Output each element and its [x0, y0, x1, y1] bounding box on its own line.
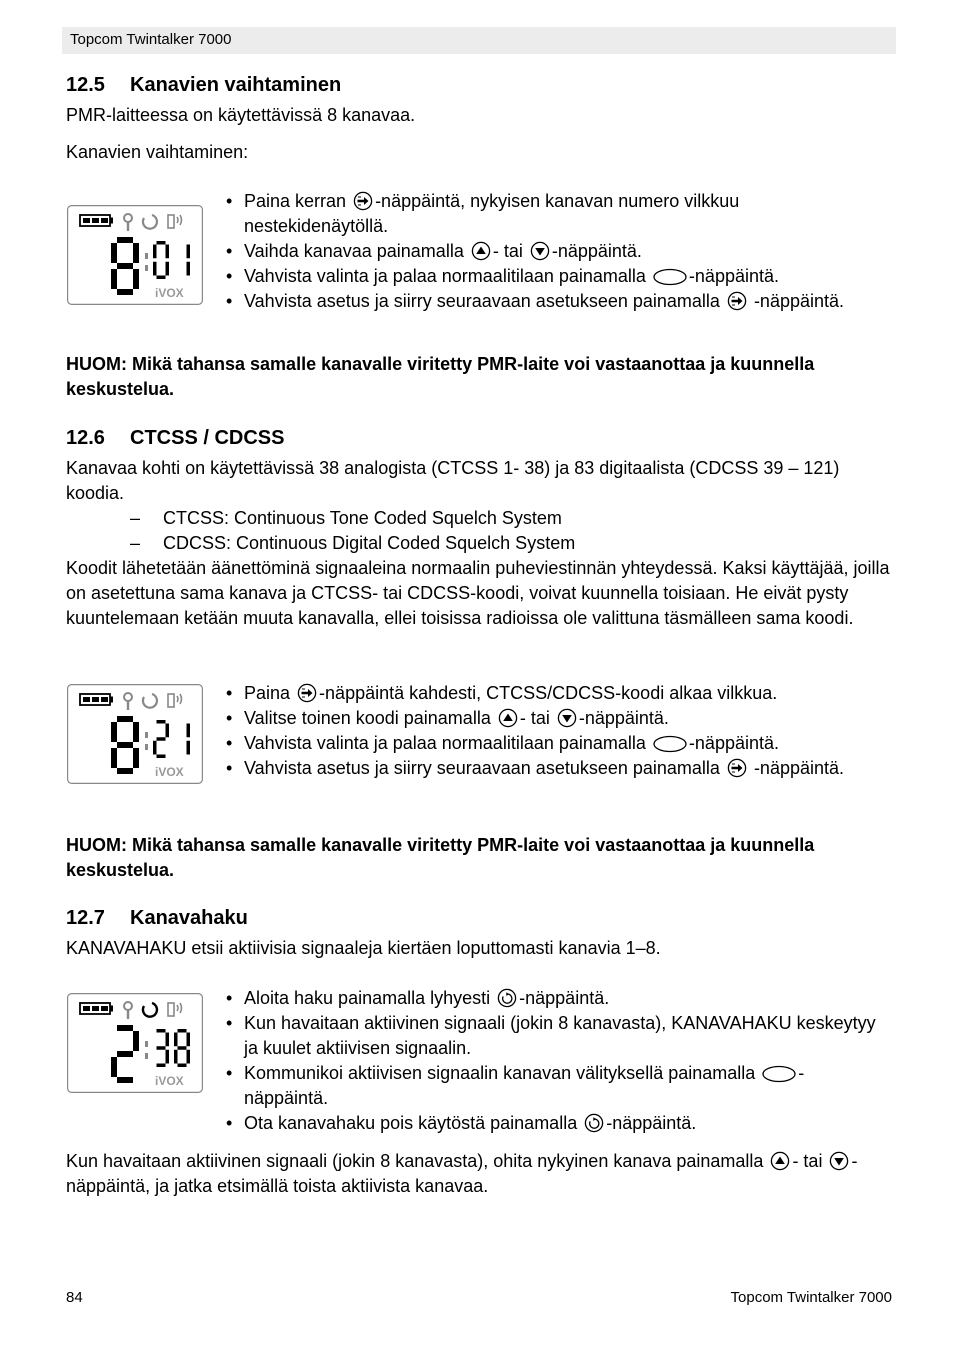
note: HUOM: Mikä tahansa samalle kanavalle viritetty PMR-laite voi vastaanottaa ja kuunnella keskustelua. — [66, 835, 815, 880]
paragraph: KANAVAHAKU etsii aktiivisia signaaleja kiertäen loputtomasti kanavia 1–8. — [66, 938, 661, 958]
menu-button-icon — [353, 191, 373, 211]
lcd-segment — [157, 737, 166, 741]
menu-button-icon — [297, 683, 317, 703]
page-header — [62, 27, 896, 54]
footer-title: Topcom Twintalker 7000 — [730, 1289, 892, 1306]
lcd-segment — [117, 742, 133, 748]
heading-number: 12.6 — [66, 427, 105, 449]
list-item: • Vahvista asetus ja siirry seuraavaan asetukseen painamalla -näppäintä. — [226, 289, 886, 314]
lcd-segment — [133, 748, 139, 768]
lcd-display — [67, 205, 203, 305]
lcd-segment — [166, 262, 170, 276]
lcd-segment — [133, 1031, 139, 1051]
lcd-display — [67, 684, 203, 784]
instruction-list — [226, 681, 886, 781]
list-item: • Kun havaitaan aktiivinen signaali (jokin 8 kanavasta), KANAVAHAKU keskeytyy ja kuulet aktiivisen signaalin. — [226, 1011, 886, 1061]
lcd-segment — [133, 243, 139, 263]
lcd-separator — [145, 732, 148, 738]
lcd-segment — [117, 289, 133, 295]
lcd-segment — [187, 1033, 191, 1047]
lcd-segment — [111, 1057, 117, 1077]
paragraph: Kanavaa kohti on käytettävissä 38 analogista (CTCSS 1- 38) ja 83 digitaalista (CDCSS 39 – 121) koodia. — [66, 458, 840, 503]
paragraph: Kanavien vaihtaminen: — [66, 142, 249, 162]
lcd-segment — [117, 1051, 133, 1057]
lcd-segment — [111, 722, 117, 742]
lcd-segment — [157, 1029, 166, 1033]
list-item: • Paina -näppäintä kahdesti, CTCSS/CDCSS-koodi alkaa vilkkua. — [226, 681, 886, 706]
menu-button-icon — [727, 291, 747, 311]
heading-text: Kanavien vaihtaminen — [130, 74, 342, 96]
lcd-segment — [187, 262, 191, 276]
lcd-segment — [117, 1025, 133, 1031]
lcd-segment — [111, 748, 117, 768]
lcd-segment — [157, 720, 166, 724]
down-button-icon — [829, 1151, 849, 1171]
lcd-segment — [133, 722, 139, 742]
lcd-segment — [178, 1046, 187, 1050]
lcd-segment — [153, 262, 157, 276]
lcd-separator — [145, 744, 148, 750]
lcd-segment — [157, 1064, 166, 1068]
heading-text: CTCSS / CDCSS — [130, 427, 285, 449]
lcd-segment — [153, 245, 157, 259]
list-item: • Vahvista asetus ja siirry seuraavaan asetukseen painamalla -näppäintä. — [226, 756, 886, 781]
lcd-segment — [187, 741, 191, 755]
lcd-segment — [166, 245, 170, 259]
lcd-segment — [174, 1050, 178, 1064]
lcd-segment — [187, 1050, 191, 1064]
note: HUOM: Mikä tahansa samalle kanavalle viritetty PMR-laite voi vastaanottaa ja kuunnella keskustelua. — [66, 354, 815, 399]
instruction-list — [226, 189, 886, 314]
lcd-segment — [187, 724, 191, 738]
lcd-separator — [145, 1053, 148, 1059]
up-button-icon — [498, 708, 518, 728]
paragraph: PMR-laitteessa on käytettävissä 8 kanavaa. — [66, 105, 416, 125]
menu-button-icon — [727, 758, 747, 778]
heading-text: Kanavahaku — [130, 907, 248, 929]
lcd-segment — [157, 1046, 166, 1050]
down-button-icon — [557, 708, 577, 728]
heading-number: 12.7 — [66, 907, 105, 929]
ivox-label: iVOX — [155, 286, 184, 300]
lcd-segment — [111, 269, 117, 289]
list-item: • Valitse toinen koodi painamalla - tai -näppäintä. — [226, 706, 886, 731]
lcd-segment — [178, 1029, 187, 1033]
list-item: • Vaihda kanavaa painamalla - tai -näppäintä. — [226, 239, 886, 264]
lcd-segment — [166, 1033, 170, 1047]
lcd-segment — [166, 724, 170, 738]
heading-12-6 — [66, 425, 284, 451]
lcd-segment — [187, 245, 191, 259]
ivox-label: iVOX — [155, 1074, 184, 1088]
heading-12-5 — [66, 72, 341, 98]
up-button-icon — [770, 1151, 790, 1171]
lcd-segment — [117, 263, 133, 269]
dash-item: – CTCSS: Continuous Tone Coded Squelch System — [130, 508, 562, 528]
lcd-display — [67, 993, 203, 1093]
lcd-segment — [117, 768, 133, 774]
lcd-segment — [174, 1033, 178, 1047]
dash-item: – CDCSS: Continuous Digital Coded Squelch System — [130, 533, 576, 553]
header-title: Topcom Twintalker 7000 — [70, 31, 232, 48]
lcd-segment — [117, 1077, 133, 1083]
page-number: 84 — [66, 1289, 83, 1306]
ptt-button-icon — [653, 735, 687, 753]
list-item: • Paina kerran -näppäintä, nykyisen kanavan numero vilkkuu nestekidenäytöllä. — [226, 189, 886, 239]
scan-button-icon — [497, 988, 517, 1008]
lcd-segment — [157, 755, 166, 759]
up-button-icon — [471, 241, 491, 261]
list-item: • Kommunikoi aktiivisen signaalin kanavan välityksellä painamalla -näppäintä. — [226, 1061, 886, 1111]
lcd-segment — [157, 241, 166, 245]
paragraph: Kun havaitaan aktiivinen signaali (jokin 8 kanavasta), ohita nykyinen kanava painamalla - tai -näppäintä, ja jatka etsimällä toista aktiivista kanavaa. — [66, 1151, 858, 1196]
lcd-separator — [145, 253, 148, 259]
lcd-segment — [166, 1050, 170, 1064]
list-item: • Ota kanavahaku pois käytöstä painamalla -näppäintä. — [226, 1111, 886, 1136]
lcd-separator — [145, 1041, 148, 1047]
lcd-segment — [178, 1064, 187, 1068]
scan-button-icon — [584, 1113, 604, 1133]
lcd-separator — [145, 265, 148, 271]
lcd-segment — [157, 276, 166, 280]
instruction-list — [226, 986, 886, 1136]
list-item: • Vahvista valinta ja palaa normaalitilaan painamalla -näppäintä. — [226, 264, 886, 289]
paragraph: Koodit lähetetään äänettöminä signaaleina normaalin puheviestinnän yhteydessä. Kaksi käyttäjää, joilla on asetettuna sama kanava ja CTCSS- tai CDCSS-koodi, voivat kuunnella toisiaan. He eivät pysty kuuntelemaan ketään muuta kanavalla, ellei toisissa radioissa ole valittuna täsmälleen sama koodi. — [66, 558, 890, 628]
lcd-segment — [153, 741, 157, 755]
heading-12-7 — [66, 905, 248, 931]
ptt-button-icon — [762, 1065, 796, 1083]
lcd-segment — [111, 243, 117, 263]
lcd-segment — [117, 237, 133, 243]
lcd-segment — [133, 269, 139, 289]
heading-number: 12.5 — [66, 74, 105, 96]
list-item: • Aloita haku painamalla lyhyesti -näppäintä. — [226, 986, 886, 1011]
down-button-icon — [530, 241, 550, 261]
lcd-segment — [117, 716, 133, 722]
ptt-button-icon — [653, 268, 687, 286]
ivox-label: iVOX — [155, 765, 184, 779]
list-item: • Vahvista valinta ja palaa normaalitilaan painamalla -näppäintä. — [226, 731, 886, 756]
